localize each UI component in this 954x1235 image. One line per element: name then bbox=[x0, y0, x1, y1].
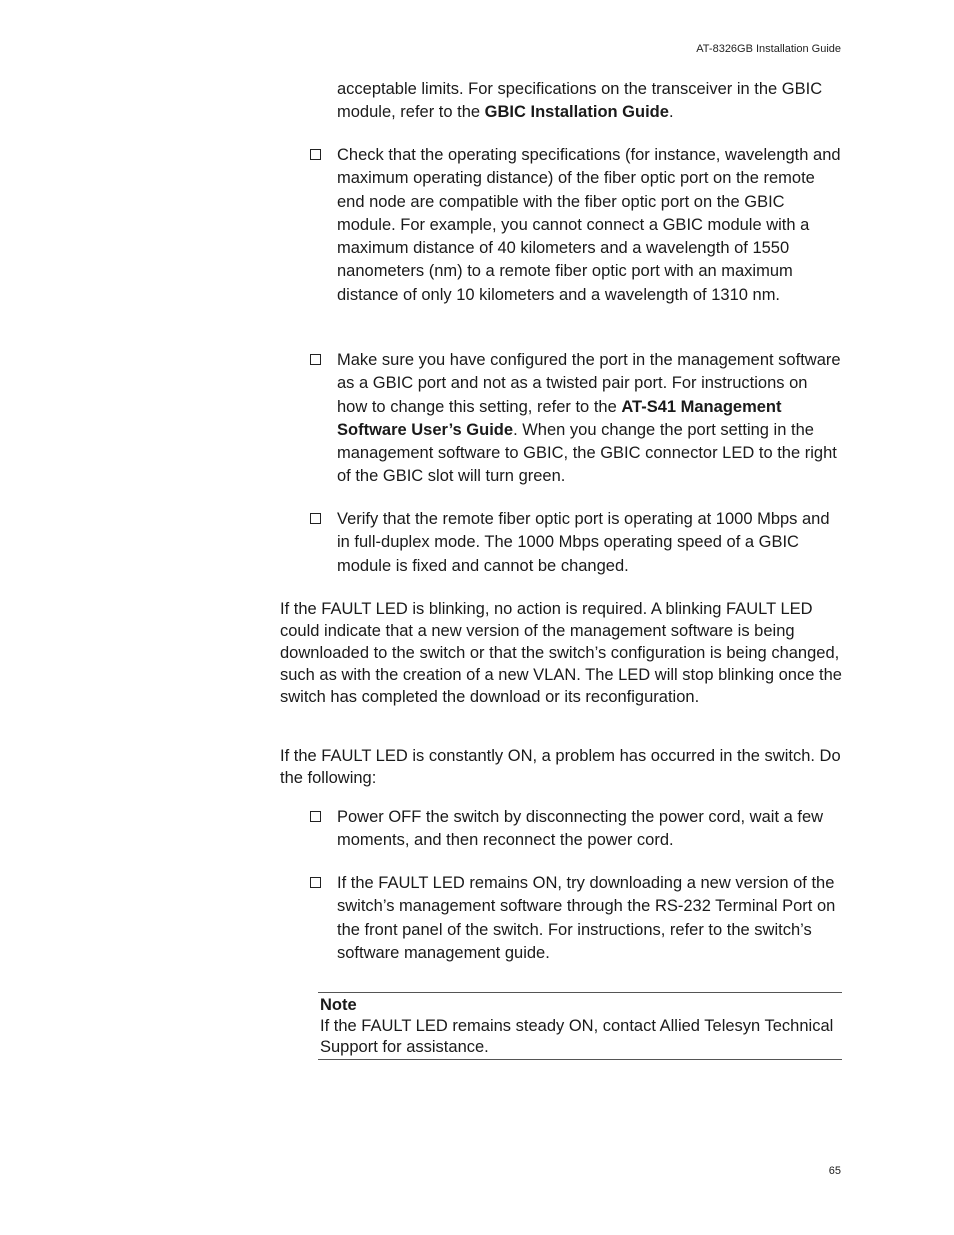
list-item: Power OFF the switch by disconnecting the power cord, wait a few moments, and then reconnect the power cord. bbox=[310, 806, 842, 853]
list-item: Verify that the remote fiber optic port is operating at 1000 Mbps and in full-duplex mode. The 1000 Mbps operating speed of a GBIC module is fixed and cannot be changed. bbox=[310, 508, 842, 578]
paragraph-fault-blinking: If the FAULT LED is blinking, no action is required. A blinking FAULT LED could indicate that a new version of the management software is being downloaded to the switch or that the switch’s configuration is being changed, such as with the creation of a new VLAN. The LED will stop blinking once the switch has completed the download or its reconfiguration. bbox=[280, 600, 842, 706]
note-text: If the FAULT LED remains steady ON, contact Allied Telesyn Technical Support for assistance. bbox=[320, 1017, 834, 1056]
page-number: 65 bbox=[828, 1165, 841, 1177]
checkbox-icon bbox=[310, 877, 321, 888]
continuation-text: acceptable limits. For specifications on the transceiver in the GBIC module, refer to the GBIC Installation Guide. bbox=[337, 80, 823, 122]
list-item: Make sure you have configured the port in the management software as a GBIC port and not as a twisted pair port. For instructions on how to change this setting, refer to the AT-S41 Management Software User’s Guide. When you change the port setting in the management software to GBIC, the GBIC connector LED to the right of the GBIC slot will turn green. bbox=[310, 349, 842, 489]
checkbox-icon bbox=[310, 513, 321, 524]
note-title: Note bbox=[320, 996, 357, 1014]
list-item: If the FAULT LED remains ON, try downloading a new version of the switch’s management software through the RS-232 Terminal Port on the front panel of the switch. For instructions, refer to the switch’s software management guide. bbox=[310, 872, 842, 965]
running-header: AT-8326GB Installation Guide bbox=[696, 43, 841, 55]
checkbox-icon bbox=[310, 811, 321, 822]
list-item: Check that the operating specifications (for instance, wavelength and maximum operating distance) of the fiber optic port on the remote end node are compatible with the fiber optic port on the GBIC module. For example, you cannot connect a GBIC module with a maximum distance of 40 kilometers and a wavelength of 1550 nanometers (nm) to a remote fiber optic port with an maximum distance of only 10 kilometers and a wavelength of 1310 nm. bbox=[310, 144, 842, 307]
note-box bbox=[318, 992, 842, 1060]
checkbox-icon bbox=[310, 149, 321, 160]
paragraph-fault-on: If the FAULT LED is constantly ON, a problem has occurred in the switch. Do the following: bbox=[280, 747, 841, 787]
checkbox-icon bbox=[310, 354, 321, 365]
